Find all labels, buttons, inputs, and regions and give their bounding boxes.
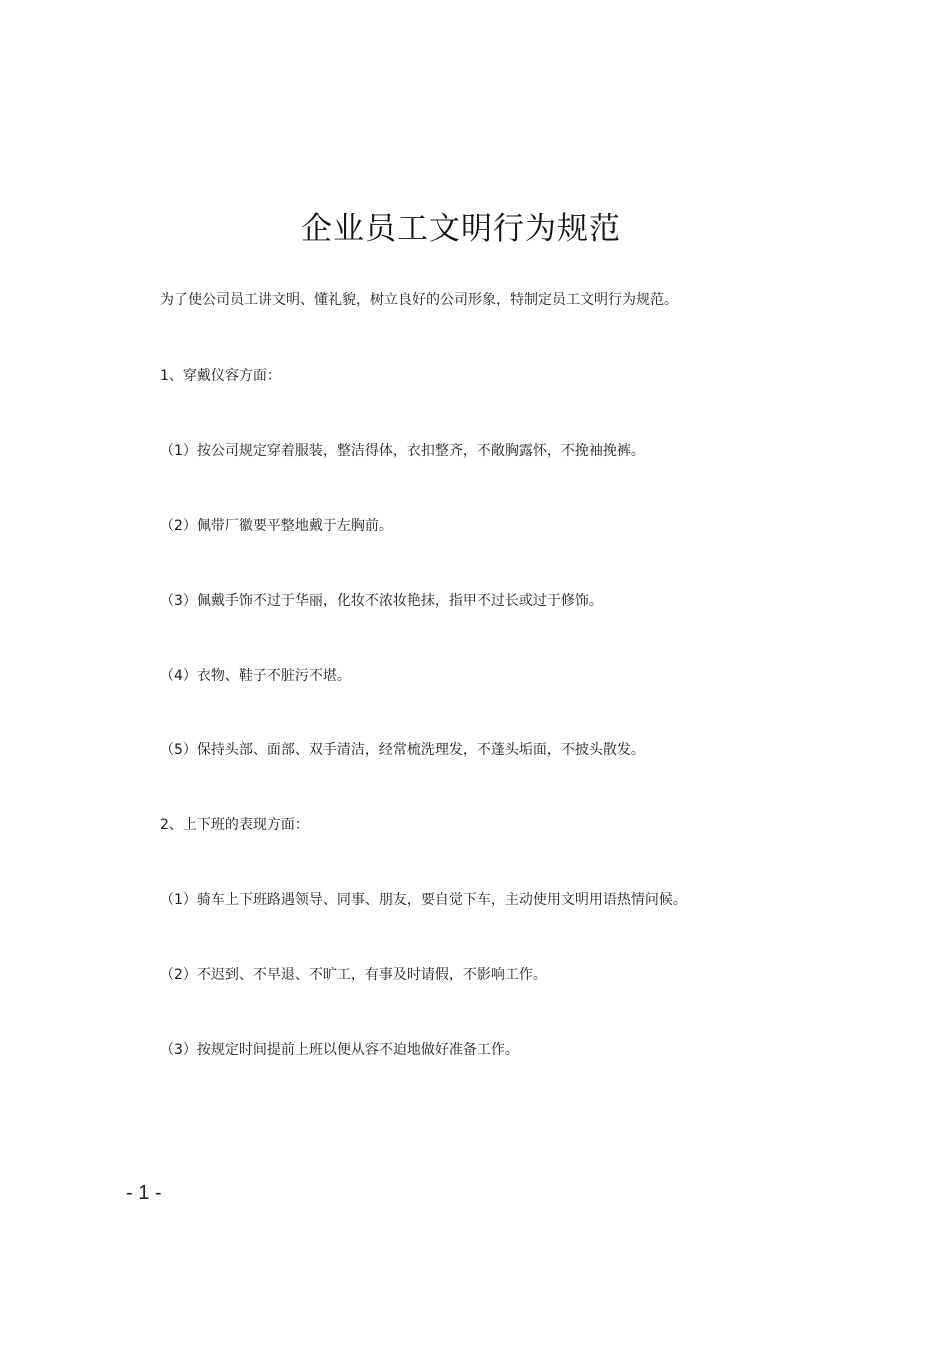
- section-2-item-1: （1）骑车上下班路遇领导、同事、朋友，要自觉下车，主动使用文明用语热情问候。: [160, 892, 687, 908]
- intro-paragraph: 为了使公司员工讲文明、懂礼貌，树立良好的公司形象，特制定员工文明行为规范。: [160, 292, 678, 308]
- document-title: 企业员工文明行为规范: [301, 211, 621, 247]
- section-1-item-5: （5）保持头部、面部、双手清洁，经常梳洗理发，不蓬头垢面，不披头散发。: [160, 742, 645, 758]
- section-1-item-3: （3）佩戴手饰不过于华丽，化妆不浓妆艳抹，指甲不过长或过于修饰。: [160, 593, 603, 609]
- section-1-heading: 1、穿戴仪容方面：: [160, 368, 281, 384]
- page-number: - 1 -: [126, 1182, 162, 1204]
- section-1-item-2: （2）佩带厂徽要平整地戴于左胸前。: [160, 518, 393, 534]
- section-2-heading: 2、上下班的表现方面：: [160, 817, 309, 833]
- section-1-item-4: （4）衣物、鞋子不脏污不堪。: [160, 668, 351, 684]
- section-1-item-1: （1）按公司规定穿着服装，整洁得体，衣扣整齐，不敞胸露怀，不挽袖挽裤。: [160, 443, 645, 459]
- section-2-item-3: （3）按规定时间提前上班以便从容不迫地做好准备工作。: [160, 1042, 519, 1058]
- section-2-item-2: （2）不迟到、不早退、不旷工，有事及时请假，不影响工作。: [160, 967, 547, 983]
